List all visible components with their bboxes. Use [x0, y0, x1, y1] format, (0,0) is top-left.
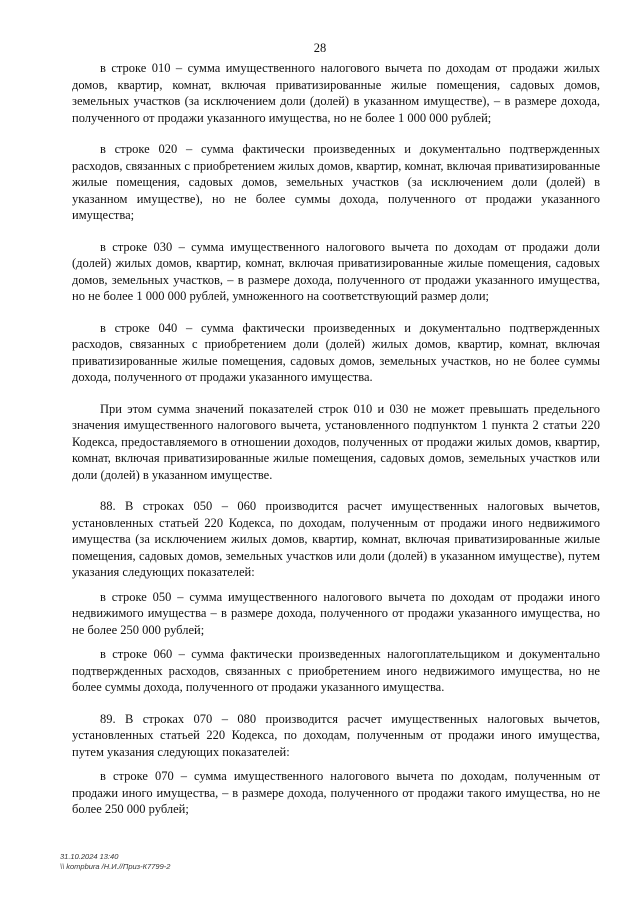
paragraph-line-070: в строке 070 – сумма имущественного налогового вычета по доходам, полученным от продажи иного имущества, – в размере дохода, полученного от продажи такого имущества, но не более 250 000 рублей; — [72, 769, 600, 816]
paragraph-line-050: в строке 050 – сумма имущественного налогового вычета по доходам от продажи иного недвижимого имущества – в размере дохода, полученного от продажи указанного имущества, но не более 250 000 рублей; — [72, 589, 600, 637]
document-body — [72, 60, 600, 818]
paragraph-section-89: 89. В строках 070 – 080 производится расчет имущественных налоговых вычетов, установленных статьей 220 Кодекса, по доходам, полученным от продажи иного имущества, путем указания следующих показателей: — [72, 711, 600, 759]
page-number: 28 — [313, 41, 327, 55]
paragraph-line-060: в строке 060 – сумма фактически произведенных налогоплательщиком и документально подтвержденных расходов, связанных с приобретением иного недвижимого имущества, но не более суммы дохода, полученного от продажи указанного имущества. — [72, 647, 600, 694]
footer-file-path: \\ kompbura /Н.И.//Приз-К7799-2 — [60, 862, 171, 871]
document-footer — [60, 852, 170, 872]
footer-timestamp: 31.10.2024 13:40 — [60, 852, 119, 861]
paragraph-line-020: в строке 020 – сумма фактически произведенных и документально подтвержденных расходов, связанных с приобретением жилых домов, квартир, комнат, включая приватизированные жилые помещения, садовых домов, земельных участков (за исключением доли (долей) в указанном имуществе), но не более суммы дохода, полученного от продажи указанного имущества; — [72, 142, 600, 222]
paragraph-line-040: в строке 040 – сумма фактически произведенных и документально подтвержденных расходов, связанных с приобретением доли (долей) жилых домов, квартир, комнат, включая приватизированные жилые помещения, садовых домов, земельных участков, но не более суммы дохода, полученного от продажи указанного имущества. — [72, 320, 600, 384]
paragraph-limit-note: При этом сумма значений показателей строк 010 и 030 не может превышать предельного значения имущественного налогового вычета, установленного подпунктом 1 пункта 2 статьи 220 Кодекса, предоставляемого в отношении доходов, полученных от продажи жилых домов, квартир, комнат, включая приватизированные жилые помещения, садовых домов, земельных участков или доли (долей) в указанном имуществе. — [72, 401, 600, 482]
paragraph-section-88: 88. В строках 050 – 060 производится расчет имущественных налоговых вычетов, установленных статьей 220 Кодекса, по доходам, полученным от продажи иного недвижимого имущества (за исключением жилых домов, квартир, комнат, включая приватизированные жилые помещения, садовых домов, земельных участков или доли (долей) в указанном имуществе), путем указания следующих показателей: — [72, 499, 600, 579]
paragraph-line-010: в строке 010 – сумма имущественного налогового вычета по доходам от продажи жилых домов, квартир, комнат, включая приватизированные жилые помещения, садовых домов, земельных участков (за исключением доли (долей) в указанном имуществе), – в размере дохода, полученного от продажи указанного имущества, но не более 1 000 000 рублей; — [72, 61, 600, 125]
paragraph-line-030: в строке 030 – сумма имущественного налогового вычета по доходам от продажи доли (долей) жилых домов, квартир, комнат, включая приватизированные жилые помещения, садовых домов, земельных участков, – в размере дохода, полученного от продажи указанного имущества, но не более 1 000 000 рублей, умноженного на соответствующий размер доли; — [72, 239, 600, 303]
